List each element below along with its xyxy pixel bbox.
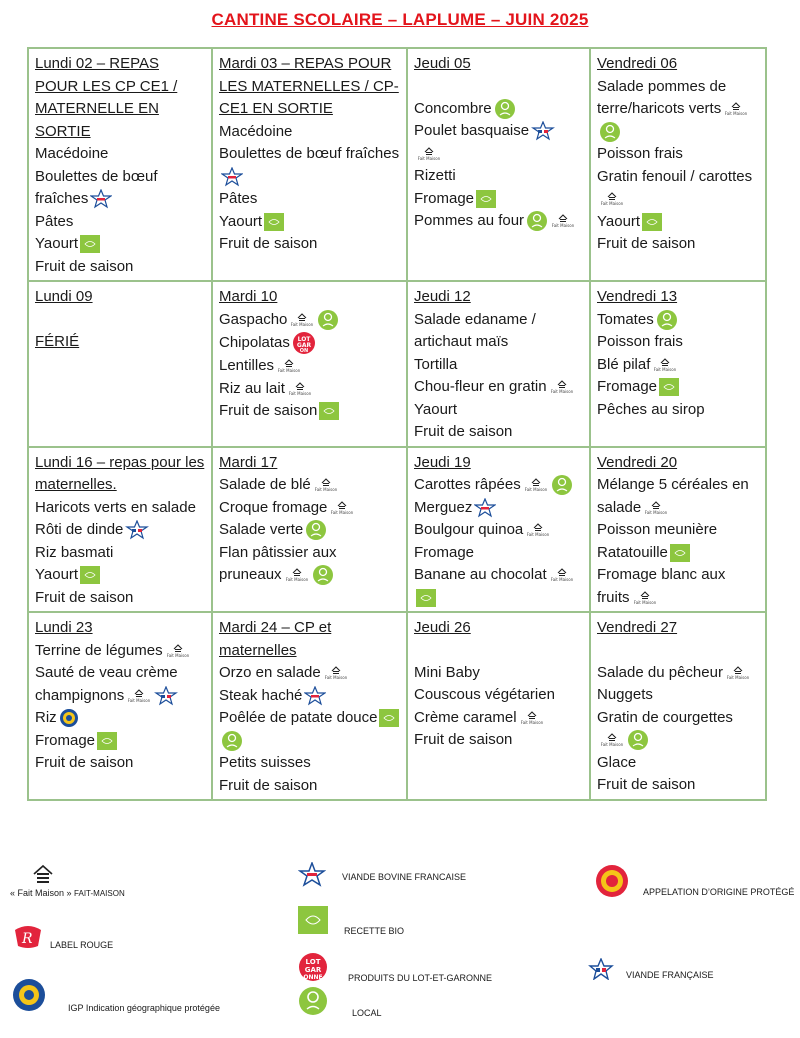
svg-text:Fait Maison: Fait Maison (285, 577, 308, 583)
dish-label: Sauté de veau crème champignons (35, 664, 178, 704)
legend-label-rouge (12, 924, 113, 952)
menu-dish (35, 542, 205, 565)
fait-maison-icon (725, 665, 751, 681)
legend-lot-garonne-text: PRODUITS DU LOT-ET-GARONNE (348, 973, 493, 983)
dish-label: Fruit de saison (219, 776, 318, 794)
menu-day-cell (28, 48, 212, 281)
local-icon (298, 986, 328, 1018)
menu-dish (35, 331, 205, 354)
dish-label: Tortilla (414, 355, 458, 373)
menu-day-cell (407, 281, 590, 447)
menu-dish (414, 354, 583, 377)
dish-label: Riz au lait (219, 379, 285, 397)
lot-garonne-icon (292, 331, 316, 355)
fait-maison-icon (525, 522, 551, 538)
svg-text:Fait Maison: Fait Maison (633, 599, 656, 605)
menu-day-cell (590, 48, 766, 281)
day-title: Jeudi 19 (414, 453, 471, 471)
fait-maison-icon (632, 590, 658, 606)
viande-bovine-icon (298, 862, 326, 890)
svg-text:ON: ON (299, 348, 309, 354)
menu-dish (219, 188, 400, 211)
menu-week-row (28, 447, 766, 613)
legend-bio-text: RECETTE BIO (344, 926, 405, 936)
dish-label: Yaourt (219, 212, 263, 230)
dish-label: Petits suisses (219, 754, 311, 771)
menu-dish (414, 399, 583, 422)
dish-label: Rôti de dinde (35, 521, 124, 538)
dish-label: FÉRIÉ (35, 332, 80, 350)
dish-label: Croque fromage (219, 498, 328, 516)
menu-dish (219, 775, 400, 798)
dish-label: Macédoine (35, 145, 109, 162)
dish-label: Fruit de saison (35, 588, 134, 606)
menu-dish (219, 331, 400, 355)
menu-dish (597, 399, 759, 422)
menu-dish (414, 662, 583, 685)
bio-icon (642, 213, 662, 231)
dish-label: Pâtes (35, 212, 74, 230)
svg-text:Fait Maison: Fait Maison (600, 742, 624, 748)
menu-dish (414, 497, 583, 520)
menu-dish (414, 542, 583, 565)
menu-dish (35, 233, 205, 256)
day-title: Mardi 17 (219, 453, 278, 471)
viande-francaise-icon (125, 520, 149, 540)
menu-day-cell (212, 48, 407, 281)
menu-dish (597, 143, 759, 166)
local-icon (221, 730, 243, 752)
menu-dish (219, 707, 400, 752)
dish-label: Fromage (414, 189, 475, 207)
local-icon (599, 121, 621, 143)
menu-dish (414, 707, 583, 730)
viande-bovine-icon (90, 189, 112, 209)
viande-francaise-icon (531, 121, 555, 141)
legend-lot-garonne (298, 952, 492, 984)
bio-icon (476, 190, 496, 208)
dish-label: Fruit de saison (35, 754, 134, 771)
dish-label: Glace (597, 753, 637, 771)
dish-label: Boulettes de bœuf fraîches (35, 167, 158, 207)
legend-viande-francaise (588, 958, 714, 982)
menu-dish (414, 98, 583, 121)
dish-label: Riz basmati (35, 543, 114, 561)
dish-label: Concombre (414, 99, 492, 117)
menu-dish (414, 729, 583, 752)
day-title: Mardi 03 – REPAS POUR LES MATERNELLES / CP-CE1 EN SORTIE (219, 55, 399, 117)
svg-text:Fait Maison: Fait Maison (551, 223, 575, 229)
local-icon (627, 729, 649, 751)
legend-bio (298, 906, 404, 936)
svg-text:Fait Maison: Fait Maison (524, 487, 547, 493)
fait-maison-icon (276, 358, 302, 374)
menu-dish (219, 542, 400, 587)
dish-label: Poêlée de patate douce (219, 709, 378, 726)
menu-dish (35, 640, 205, 663)
svg-text:Fait Maison: Fait Maison (550, 389, 573, 395)
fait-maison-icon (323, 665, 349, 681)
menu-dish (597, 519, 759, 542)
dish-label: Boulettes de bœuf fraîches (219, 145, 400, 162)
viande-bovine-icon (221, 167, 243, 187)
menu-dish (219, 233, 400, 256)
menu-dish (597, 564, 759, 609)
fait-maison-icon (723, 101, 749, 117)
menu-dish (597, 542, 759, 565)
dish-label: Boulgour quinoa (414, 521, 524, 538)
dish-label: Lentilles (219, 357, 275, 374)
bio-icon (298, 906, 328, 936)
local-icon (305, 519, 327, 541)
label-rouge-icon (12, 924, 44, 952)
bio-icon (264, 213, 284, 231)
dish-label: Chou-fleur en gratin (414, 378, 547, 395)
menu-dish (597, 166, 759, 211)
menu-dish (414, 210, 583, 233)
legend-fait-maison (10, 864, 125, 898)
svg-text:Fait Maison: Fait Maison (331, 509, 354, 515)
day-title: Lundi 09 (35, 288, 93, 305)
dish-label: Fruit de saison (597, 235, 696, 252)
menu-dish (219, 662, 400, 685)
fait-maison-icon (549, 567, 575, 583)
svg-text:LOT: LOT (305, 958, 321, 966)
local-icon (494, 98, 516, 120)
menu-day-cell (407, 612, 590, 800)
svg-text:GAR: GAR (304, 966, 322, 974)
menu-dish (219, 400, 400, 423)
menu-dish (219, 355, 400, 378)
dish-label: Fruit de saison (414, 731, 513, 748)
menu-week-row (28, 281, 766, 447)
dish-label: Yaourt (597, 212, 641, 230)
dish-label: Terrine de légumes (35, 641, 163, 659)
legend-local (298, 986, 382, 1018)
dish-label: Fromage blanc aux fruits (597, 566, 726, 606)
dish-label: Crème caramel (414, 708, 517, 726)
menu-dish (597, 376, 759, 399)
dish-label: Mélange 5 céréales en salade (597, 476, 749, 516)
day-title: Vendredi 06 (597, 55, 678, 72)
menu-dish (35, 587, 205, 610)
bio-icon (319, 402, 339, 420)
menu-dish (35, 256, 205, 279)
igp-icon (12, 978, 46, 1014)
dish-label: Blé pilaf (597, 355, 651, 373)
menu-dish (219, 309, 400, 332)
menu-day-cell (28, 281, 212, 447)
svg-text:Fait Maison: Fait Maison (527, 532, 550, 538)
svg-text:Fait Maison: Fait Maison (324, 675, 347, 681)
menu-dish (597, 233, 759, 256)
dish-label: Fromage (597, 378, 658, 395)
fait-maison-icon (599, 732, 625, 748)
dish-label: Fruit de saison (219, 402, 318, 419)
legend-aop-text: APPELATION D’ORIGINE PROTÉGÉ (643, 887, 795, 897)
menu-dish (35, 519, 205, 542)
dish-label: Fruit de saison (597, 776, 696, 793)
dish-label: Fruit de saison (35, 257, 134, 275)
dish-label: Fromage (414, 543, 475, 561)
bio-icon (80, 566, 100, 584)
dish-label: Ratatouille (597, 543, 668, 561)
dish-label: Pommes au four (414, 212, 525, 229)
aop-icon (595, 864, 629, 900)
menu-dish (597, 309, 759, 332)
dish-label: Salade du pêcheur (597, 663, 723, 681)
dish-label: Pêches au sirop (597, 400, 705, 418)
menu-dish (219, 211, 400, 234)
day-title: Lundi 02 – REPAS POUR LES CP CE1 / MATERNELLE EN SORTIE (35, 55, 178, 140)
dish-label: Riz (35, 709, 57, 726)
legend-viande-bovine (298, 862, 466, 890)
svg-text:Fait Maison: Fait Maison (314, 487, 337, 493)
local-icon (317, 309, 339, 331)
menu-dish (219, 143, 400, 188)
menu-day-cell (212, 281, 407, 447)
menu-dish (414, 120, 583, 165)
dish-label: Nuggets (597, 686, 653, 703)
menu-dish (219, 121, 400, 144)
dish-label: Fromage (35, 731, 96, 749)
viande-francaise-icon (588, 958, 614, 982)
svg-text:Fait Maison: Fait Maison (277, 368, 301, 374)
dish-label: Banane au chocolat (414, 566, 547, 583)
svg-text:Fait Maison: Fait Maison (654, 366, 677, 372)
svg-text:Fait Maison: Fait Maison (520, 719, 543, 725)
svg-text:Fait Maison: Fait Maison (726, 674, 750, 680)
legend-viande-francaise-text: VIANDE FRANÇAISE (626, 970, 714, 980)
menu-dish (597, 76, 759, 144)
viande-bovine-icon (474, 498, 496, 518)
dish-label: Carottes râpées (414, 476, 521, 493)
menu-dish (35, 730, 205, 753)
dish-label: Fruit de saison (219, 235, 318, 252)
menu-dish (35, 166, 205, 211)
dish-label: Orzo en salade (219, 664, 321, 681)
menu-dish (219, 497, 400, 520)
svg-text:Fait Maison: Fait Maison (166, 652, 189, 658)
fait-maison-icon (519, 710, 545, 726)
dish-label: Tomates (597, 310, 654, 328)
legend-fait-maison-badge: « Fait Maison » (10, 888, 72, 898)
fait-maison-icon (549, 379, 575, 395)
menu-day-cell (590, 447, 766, 613)
menu-dish (597, 752, 759, 775)
fait-maison-icon (550, 213, 576, 229)
dish-label: Macédoine (219, 122, 293, 140)
fait-maison-icon (165, 643, 191, 659)
menu-dish (597, 474, 759, 519)
local-icon (551, 474, 573, 496)
svg-text:R: R (22, 931, 33, 947)
menu-day-cell (590, 612, 766, 800)
svg-text:Fait Maison: Fait Maison (288, 390, 312, 396)
menu-day-cell (212, 447, 407, 613)
dish-label: Yaourt (35, 235, 79, 252)
menu-dish (597, 707, 759, 752)
fait-maison-icon (32, 864, 54, 888)
bio-icon (379, 709, 399, 727)
legend-label-rouge-text: LABEL ROUGE (50, 940, 114, 950)
menu-dish (35, 707, 205, 730)
menu-week-row (28, 48, 766, 281)
svg-text:ONNE: ONNE (303, 974, 323, 981)
dish-label: Gaspacho (219, 310, 288, 328)
menu-dish (414, 165, 583, 188)
fait-maison-icon (289, 312, 315, 328)
menu-day-cell (212, 612, 407, 800)
fait-maison-icon (284, 567, 310, 583)
fait-maison-icon (652, 357, 678, 373)
bio-icon (416, 589, 436, 607)
bio-icon (97, 732, 117, 750)
menu-dish (219, 378, 400, 401)
fait-maison-icon (523, 477, 549, 493)
legend-igp-text: IGP Indication géographique protégée (68, 1003, 220, 1013)
menu-day-cell (590, 281, 766, 447)
day-title: Jeudi 26 (414, 619, 471, 636)
menu-dish (597, 662, 759, 685)
dish-label: Gratin de courgettes (597, 708, 733, 726)
bio-icon (659, 378, 679, 396)
day-title: Vendredi 13 (597, 288, 678, 305)
menu-dish (597, 331, 759, 354)
fait-maison-icon (287, 381, 313, 397)
dish-label: Flan pâtissier aux pruneaux (219, 543, 337, 583)
dish-label: Poisson meunière (597, 521, 718, 538)
svg-text:Fait Maison: Fait Maison (644, 509, 668, 515)
viande-francaise-icon (154, 686, 178, 706)
lot-garonne-icon (298, 952, 328, 984)
dish-label: Poulet basquaise (414, 122, 530, 139)
menu-dish (414, 421, 583, 444)
legend-viande-bovine-text: VIANDE BOVINE FRANCAISE (342, 872, 467, 882)
menu-dish (414, 684, 583, 707)
svg-text:GAR: GAR (296, 342, 311, 349)
local-icon (526, 210, 548, 232)
dish-label: Poisson frais (597, 333, 683, 350)
menu-dish (597, 774, 759, 797)
dish-label: Salade de blé (219, 476, 311, 493)
dish-label: Haricots verts en salade (35, 498, 196, 516)
menu-dish (219, 752, 400, 775)
day-title: Vendredi 27 (597, 619, 678, 636)
dish-label: Salade pommes de terre/haricots verts (597, 77, 727, 117)
day-title: Jeudi 12 (414, 288, 471, 305)
dish-label: Chipolatas (219, 333, 290, 351)
menu-dish (35, 662, 205, 707)
menu-table (27, 47, 767, 801)
menu-dish (414, 519, 583, 542)
svg-text:LOT: LOT (297, 336, 311, 343)
dish-label: Poisson frais (597, 145, 683, 162)
menu-dish (35, 143, 205, 166)
dish-label: Yaourt (414, 400, 458, 418)
legend-local-text: LOCAL (352, 1008, 382, 1018)
svg-text:Fait Maison: Fait Maison (417, 155, 441, 161)
dish-label: Rizetti (414, 167, 456, 184)
svg-text:Fait Maison: Fait Maison (725, 111, 748, 117)
dish-label: Couscous végétarien (414, 686, 555, 703)
dish-label: Steak haché (219, 686, 303, 704)
menu-dish (597, 211, 759, 234)
local-icon (312, 564, 334, 586)
menu-dish (597, 684, 759, 707)
dish-label: Pâtes (219, 190, 258, 207)
legend-igp (12, 978, 220, 1014)
fait-maison-icon (313, 477, 339, 493)
menu-dish (35, 497, 205, 520)
menu-dish (414, 309, 583, 354)
menu-dish (219, 519, 400, 542)
menu-dish (35, 564, 205, 587)
local-icon (656, 309, 678, 331)
menu-dish (414, 188, 583, 211)
menu-week-row (28, 612, 766, 800)
day-title: Lundi 16 – repas pour les maternelles. (35, 453, 205, 493)
menu-dish (414, 474, 583, 497)
menu-dish (219, 685, 400, 708)
day-title: Vendredi 20 (597, 453, 678, 471)
page-title: CANTINE SCOLAIRE – LAPLUME – JUIN 2025 (211, 10, 589, 29)
svg-text:Fait Maison: Fait Maison (291, 321, 314, 327)
fait-maison-icon (599, 191, 625, 207)
menu-dish (414, 376, 583, 399)
day-title: Mardi 10 (219, 288, 278, 305)
fait-maison-icon (329, 500, 355, 516)
menu-day-cell (28, 612, 212, 800)
menu-dish (35, 211, 205, 234)
legend-aop (595, 864, 794, 900)
svg-text:Fait Maison: Fait Maison (600, 201, 624, 207)
svg-text:Fait Maison: Fait Maison (550, 577, 573, 583)
menu-dish (219, 474, 400, 497)
day-title: Mardi 24 – CP et maternelles (219, 619, 332, 659)
viande-bovine-icon (304, 686, 326, 706)
dish-label: Yaourt (35, 566, 79, 583)
menu-dish (597, 354, 759, 377)
menu-dish (35, 752, 205, 775)
dish-label: Fruit de saison (414, 423, 513, 440)
bio-icon (670, 544, 690, 562)
day-title: Jeudi 05 (414, 55, 471, 72)
menu-day-cell (407, 48, 590, 281)
igp-icon (59, 708, 79, 728)
fait-maison-icon (416, 146, 442, 162)
fait-maison-icon (643, 500, 669, 516)
legend-fait-maison-label: FAIT-MAISON (74, 889, 125, 898)
dish-label: Gratin fenouil / carottes (597, 167, 753, 185)
menu-dish (414, 564, 583, 609)
menu-day-cell (407, 447, 590, 613)
dish-label: Salade edaname / artichaut maïs (414, 310, 536, 350)
dish-label: Merguez (414, 498, 473, 516)
dish-label: Salade verte (219, 521, 304, 538)
day-title: Lundi 23 (35, 619, 93, 636)
dish-label: Mini Baby (414, 663, 480, 681)
svg-text:Fait Maison: Fait Maison (128, 697, 151, 703)
menu-day-cell (28, 447, 212, 613)
fait-maison-icon (126, 688, 152, 704)
bio-icon (80, 235, 100, 253)
